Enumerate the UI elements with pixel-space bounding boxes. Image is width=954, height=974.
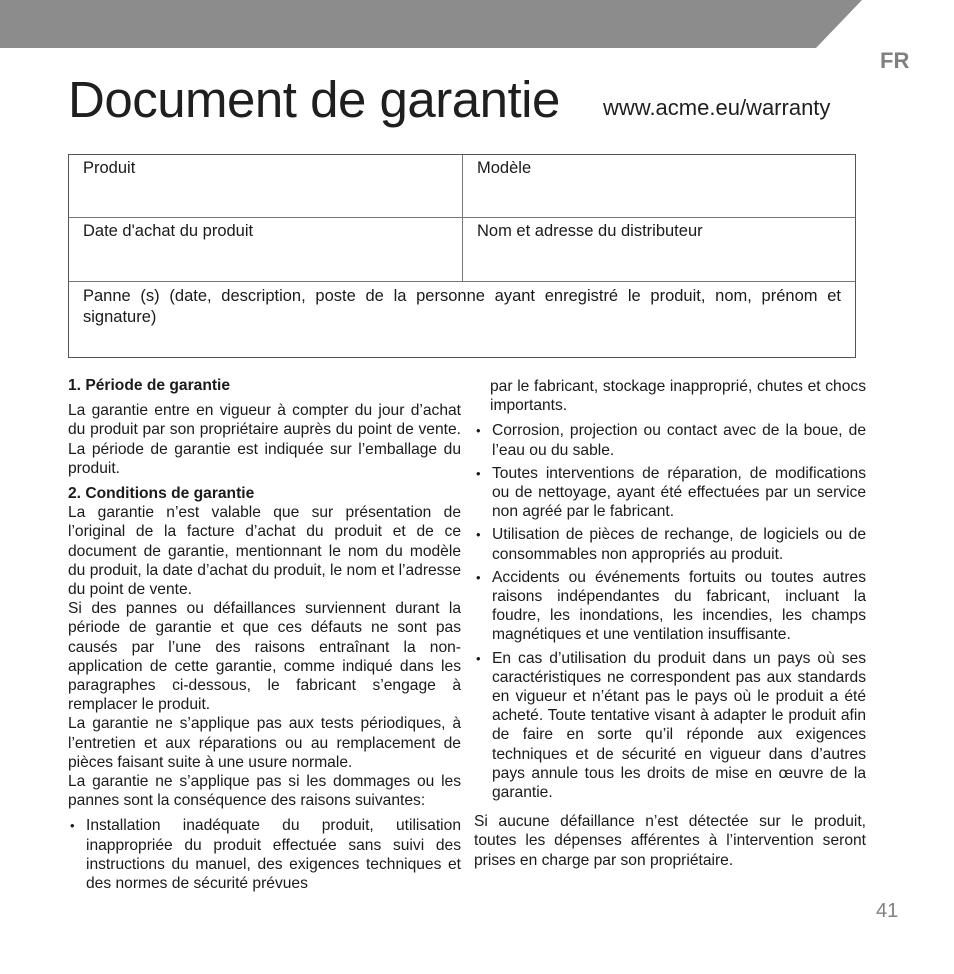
left-column — [68, 376, 461, 897]
language-code: FR — [880, 48, 910, 73]
list-item-continuation: par le fabricant, stockage inapproprié, chutes et chocs importants. — [490, 378, 866, 415]
model-field: Modèle — [463, 155, 855, 218]
list-item: • En cas d’utilisation du produit dans un pays où ses caractéristiques ne correspondent pas aux standards en vigueur et n’étant pas le pays où le produit a été acheté. Toute tentative visant à adapter le produit afin de faire en sorte qu’il réponde aux exigences techniques et de sécurité en vigueur dans d’autres pays annule tous les droits de mise en œuvre de la garantie. — [474, 649, 866, 803]
section-heading: 2. Conditions de garantie — [68, 485, 255, 503]
list-item: • Corrosion, projection ou contact avec de la boue, de l’eau ou du sable. — [474, 421, 866, 459]
purchase-date-field: Date d'achat du produit — [69, 218, 463, 282]
list-item: • Utilisation de pièces de rechange, de logiciels ou de consommables non appropriés au produit. — [474, 525, 866, 563]
distributor-field: Nom et adresse du distributeur — [463, 218, 855, 282]
paragraph: La garantie n’est valable que sur présentation de l’original de la facture d’achat du produit et de ce document de garantie, mentionnant le nom du modèle du produit, la date d’achat du produit, le nom et l’adresse du point de vente. — [68, 504, 461, 599]
list-item: • Installation inadéquate du produit, utilisation inappropriée du produit effectuée sans suivi des instructions du manuel, des exigences techniques et des normes de sécurité prévues — [68, 816, 461, 893]
paragraph: La garantie ne s’applique pas aux tests périodiques, à l’entretien et aux réparations ou au remplacement de pièces faisant suite à une usure normale. — [68, 715, 461, 771]
section-heading: 1. Période de garantie — [68, 377, 231, 394]
list-item: • Accidents ou événements fortuits ou toutes autres raisons indépendantes du fabricant, incluant la foudre, les inondations, les incendies, les champs magnétiques et une ventilation insuffisante. — [474, 568, 866, 645]
closing-paragraph: Si aucune défaillance n’est détectée sur le produit, toutes les dépenses afférentes à l’intervention seront prises en charge par son propriétaire. — [474, 813, 866, 869]
header-bar — [0, 0, 954, 48]
warranty-form — [68, 154, 856, 358]
page-number: 41 — [876, 900, 899, 922]
paragraph: La garantie entre en vigueur à compter du jour d’achat du produit par son propriétaire auprès du point de vente. La période de garantie est indiquée sur l’emballage du produit. — [68, 402, 461, 477]
right-column — [474, 377, 866, 876]
paragraph: La garantie ne s’applique pas si les dommages ou les pannes sont la conséquence des raisons suivantes: — [68, 773, 461, 810]
page-title: Document de garantie — [68, 71, 560, 128]
exclusion-list — [68, 816, 461, 893]
fault-field: Panne (s) (date, description, poste de la personne ayant enregistré le produit, nom, prénom et signature) — [83, 287, 841, 326]
product-field: Produit — [69, 155, 463, 218]
exclusion-list — [474, 421, 866, 802]
paragraph: Si des pannes ou défaillances surviennent durant la période de garantie et que ces défauts ne sont pas causés par l’une des raisons entraînant la non-application de cette garantie, comme indiqué dans les paragraphes ci-dessous, le fabricant s’engage à remplacer le produit. — [68, 600, 461, 714]
list-item: • Toutes interventions de réparation, de modifications ou de nettoyage, ayant été effectuées par un service non agréé par le fabricant. — [474, 464, 866, 522]
warranty-url: www.acme.eu/warranty — [603, 95, 831, 120]
